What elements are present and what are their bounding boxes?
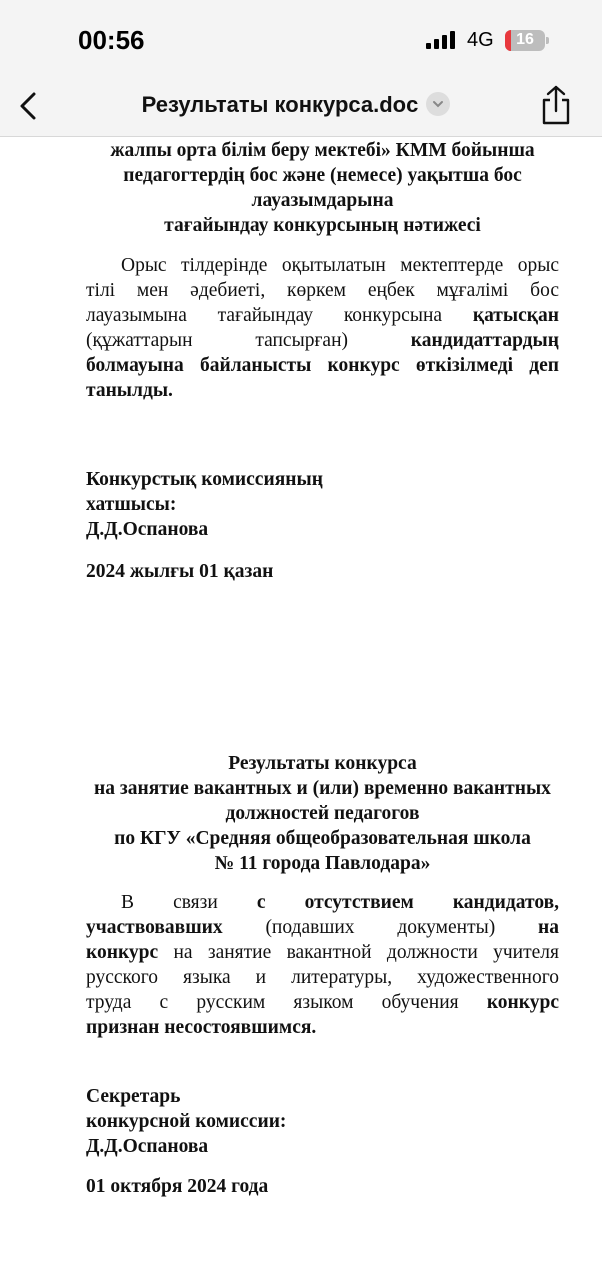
text-line: по КГУ «Средняя общеобразовательная школа <box>114 828 531 849</box>
ru-signature <box>86 1084 559 1159</box>
text: Орыс тілдерінде оқытылатын мектептерде орыс <box>121 255 559 276</box>
kz-heading <box>86 138 559 238</box>
text: (құжаттарын тапсырған) <box>86 330 411 351</box>
battery-level: 16 <box>516 31 534 48</box>
paragraph-line <box>86 890 559 915</box>
text-line: Конкурстық комиссияның <box>86 469 323 490</box>
paragraph-line <box>86 378 559 403</box>
paragraph-line <box>86 915 559 940</box>
paragraph-line <box>86 353 559 378</box>
text: русского языка и литературы, художественного <box>86 967 559 988</box>
ru-date: 01 октября 2024 года <box>86 1176 269 1197</box>
bold-text: конкурс <box>486 992 559 1013</box>
text: тілі мен әдебиеті, көркем еңбек мұғалімі бос <box>86 280 559 301</box>
paragraph-line <box>86 965 559 990</box>
text-line: конкурсной комиссии: <box>86 1111 287 1132</box>
bold-text: болмауына байланысты конкурс өткізілмеді деп <box>86 355 559 376</box>
paragraph-line <box>86 1015 559 1040</box>
text-line: хатшысы: <box>86 494 177 515</box>
text: (подавших документы) <box>265 917 539 938</box>
chevron-down-icon <box>426 92 450 116</box>
text-line: на занятие вакантных и (или) временно вакантных <box>94 778 551 799</box>
kz-paragraph <box>86 253 559 403</box>
text-line: жалпы орта білім беру мектебі» КММ бойынша <box>110 140 535 161</box>
signal-icon <box>426 31 455 49</box>
kz-signature <box>86 467 559 542</box>
bold-text: признан несостоявшимся. <box>86 1017 317 1038</box>
text-line: тағайындау конкурсының нәтижесі <box>164 215 481 236</box>
battery-nub <box>546 37 549 44</box>
paragraph-line <box>86 328 559 353</box>
bold-text: участвовавших <box>86 917 266 938</box>
text-line: Секретарь <box>86 1086 181 1107</box>
document-title: Результаты конкурса.doc <box>141 92 419 117</box>
text-line: педагогтердің бос және (немесе) уақытша бос <box>123 165 522 186</box>
text-line: № 11 города Павлодара» <box>214 853 431 874</box>
paragraph-line <box>86 278 559 303</box>
paragraph-line <box>86 990 559 1015</box>
bold-text: на <box>538 917 559 938</box>
text-line: должностей педагогов <box>225 803 420 824</box>
text-line: Д.Д.Оспанова <box>86 1136 209 1157</box>
text: В связи <box>121 892 257 913</box>
bold-text: конкурс <box>86 942 174 963</box>
text: на занятие вакантной должности учителя <box>173 942 559 963</box>
text-line: лауазымдарына <box>251 190 394 211</box>
text: труда с русским языком обучения <box>86 992 487 1013</box>
paragraph-line <box>86 303 559 328</box>
bold-text: кандидаттардың <box>410 330 559 351</box>
bold-text: танылды. <box>86 380 173 401</box>
share-button[interactable] <box>538 84 574 126</box>
text-line: Д.Д.Оспанова <box>86 519 209 540</box>
battery-icon <box>505 30 545 51</box>
ru-paragraph <box>86 890 559 1040</box>
text: лауазымына тағайындау конкурсына <box>86 305 473 326</box>
top-bar <box>0 0 602 137</box>
bold-text: қатысқан <box>472 305 559 326</box>
document-title-menu[interactable] <box>0 92 602 118</box>
paragraph-line <box>86 253 559 278</box>
ru-heading <box>86 751 559 876</box>
text-line: Результаты конкурса <box>228 753 417 774</box>
bold-text: с отсутствием кандидатов, <box>256 892 559 913</box>
kz-date: 2024 жылғы 01 қазан <box>86 561 274 582</box>
share-icon <box>538 84 574 126</box>
paragraph-line <box>86 940 559 965</box>
network-type: 4G <box>467 29 494 51</box>
status-time: 00:56 <box>78 25 145 55</box>
